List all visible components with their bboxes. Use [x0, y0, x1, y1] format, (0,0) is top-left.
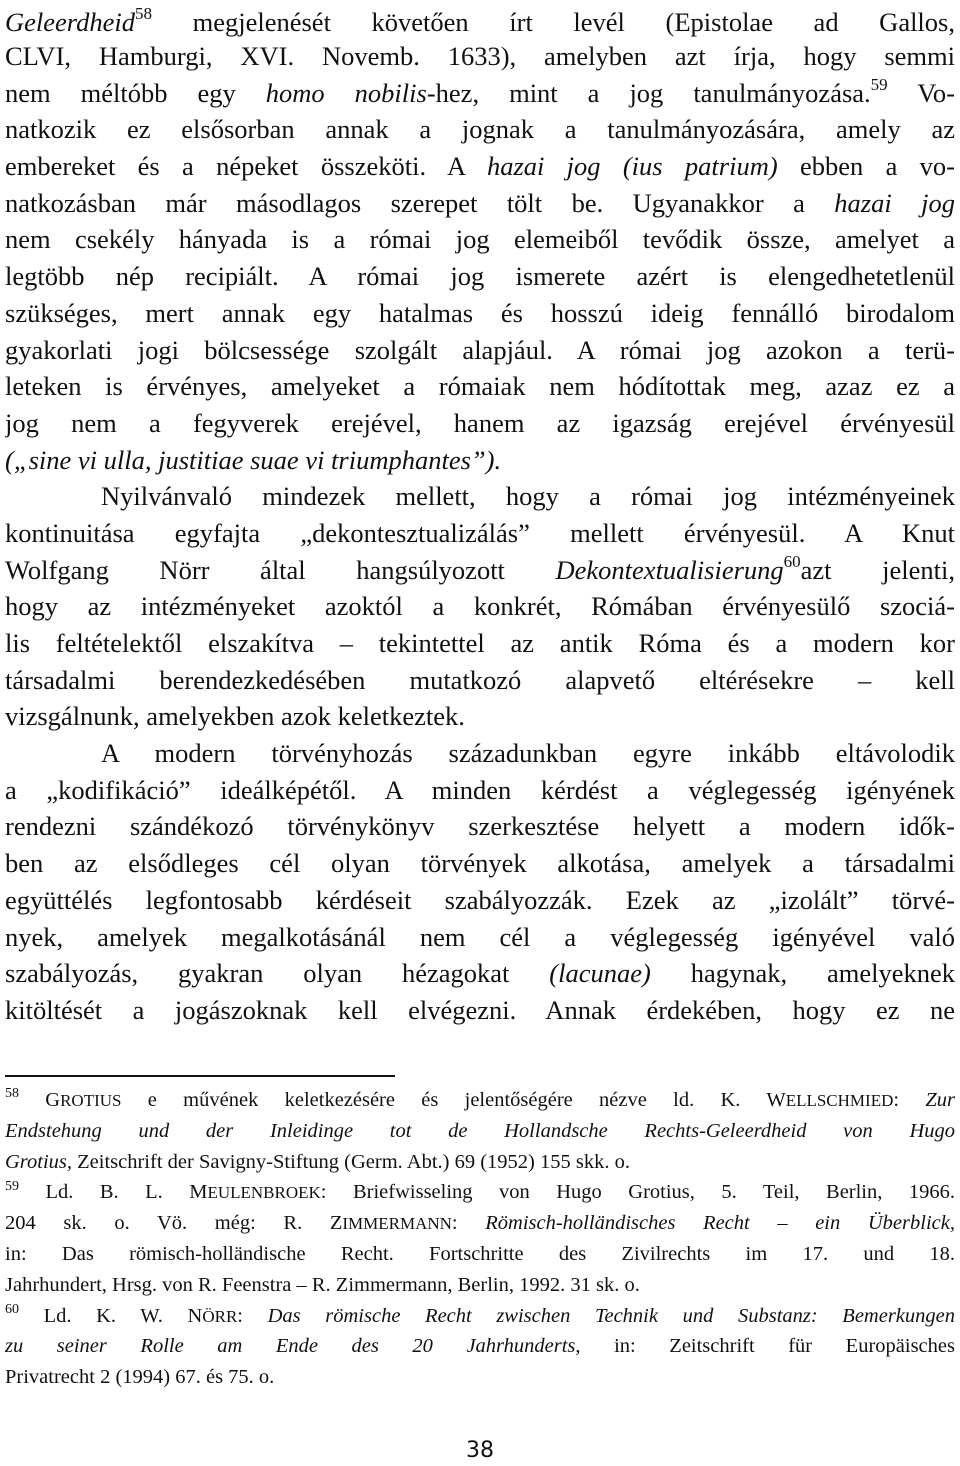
text-line: natkozik ez elsősorban annak a jognak a tanulmányozására, amely az	[5, 114, 955, 145]
text-line: szükséges, mert annak egy hatalmas és hosszú ideig fennálló birodalom	[5, 297, 955, 328]
text-line: társadalmi berendezkedésében mutatkozó alapvető eltérésekre – kell	[5, 664, 955, 695]
footnote-58: $^{58}$ GROTIUS e művének keletkezésére és jelentőségére nézve ld. K. WELLSCHMIED: Zur	[5, 1086, 955, 1111]
main-text	[5, 0, 955, 1029]
footnote-line: Jahrhundert, Hrsg. von R. Feenstra – R. Zimmermann, Berlin, 1992. 31 sk. o.	[5, 1273, 640, 1296]
footnote-60: $^{60}$ Ld. K. W. NÖRR: Das römische Recht zwischen Technik und Substanz: Bemerkungen	[5, 1301, 955, 1327]
text-line: nem csekély hányada is a római jog elemeiből tevődik össze, amelyet a	[5, 224, 955, 255]
italic-term: Geleerdheid	[5, 7, 135, 37]
italic-term: hazai jog (ius patrium)	[486, 151, 778, 182]
text-line: nyek, amelyek megalkotásánál nem cél a véglegesség igényével való	[5, 921, 955, 952]
text-line: együttélés legfontosabb kérdéseit szabályozzák. Ezek az „izolált” törvé-	[5, 884, 955, 915]
footnote-ref[interactable]: 60	[783, 551, 801, 571]
italic-term: Dekontextualisierung	[555, 554, 784, 585]
italic-term: homo nobilis	[265, 77, 427, 108]
italic-term: (lacunae)	[549, 958, 651, 989]
footnote-line: Privatrecht 2 (1994) 67. és 75. o.	[5, 1366, 275, 1389]
text-line: ben az elsődleges cél olyan törvények alkotása, amelyek a társadalmi	[5, 848, 955, 879]
footnote-number: 59	[5, 1178, 19, 1194]
footnote-line: zu seiner Rolle am Ende des 20 Jahrhunderts, in: Zeitschrift für Europäisches	[5, 1335, 955, 1358]
footnote-ref[interactable]: 58	[135, 4, 152, 24]
text-line: jog nem a fegyverek erejével, hanem az igazság erejével érvényesül	[5, 407, 955, 438]
text-line: Wolfgang Nörr által hangsúlyozott Dekontextualisierung$^{60}$azt jelenti,	[5, 551, 955, 585]
footnote-number: 58	[5, 1086, 19, 1102]
footnote-number: 60	[5, 1301, 19, 1317]
footnote-line: 204 sk. o. Vö. még: R. ZIMMERMANN: Römisch-holländisches Recht – ein Überblick,	[5, 1212, 955, 1235]
paragraph-start: A modern törvényhozás századunkban egyre inkább eltávolodik	[101, 738, 955, 769]
text-line: a „kodifikáció” ideálképétől. A minden kérdést a véglegesség igényének	[5, 774, 955, 805]
italic-quote: („sine vi ulla, justitiae suae vi triumphantes”).	[5, 444, 502, 475]
text-line: lis feltételektől elszakítva – tekintettel az antik Róma és a modern kor	[5, 628, 955, 658]
page-number: 38	[466, 1438, 494, 1463]
text-line: szabályozás, gyakran olyan hézagokat (lacunae) hagynak, amelyeknek	[5, 958, 955, 989]
text-line: Geleerdheid$^{58}$ megjelenését követően írt levél (Epistolae ad Gallos,	[5, 4, 955, 37]
text-line: vizsgálnunk, amelyekben azok keletkeztek.	[5, 701, 465, 732]
text-line: kontinuitása egyfajta „dekontesztualizálás” mellett érvényesül. A Knut	[5, 517, 955, 548]
text-line: hogy az intézményeket azoktól a konkrét, Rómában érvényesülő szociá-	[5, 591, 955, 622]
text-line: legtöbb nép recipiált. A római jog ismerete azért is elengedhetetlenül	[5, 261, 955, 292]
footnote-line: Endstehung und der Inleidinge tot de Hollandsche Rechts-Geleerdheid von Hugo	[5, 1119, 955, 1142]
paragraph-start: Nyilvánvaló mindezek mellett, hogy a római jog intézményeinek	[101, 481, 955, 512]
italic-term: hazai jog	[834, 187, 955, 218]
text-line: gyakorlati jogi bölcsessége szolgált alapjául. A római jog azokon a terü-	[5, 334, 955, 365]
footnotes	[5, 1085, 955, 1393]
text-line: leteken is érvényes, amelyeket a rómaiak nem hódítottak meg, azaz ez a	[5, 371, 955, 402]
text-line: nem méltóbb egy homo nobilis-hez, mint a jog tanulmányozása.$^{59}$ Vo-	[5, 74, 955, 108]
text-line: embereket és a népeket összeköti. A hazai jog (ius patrium) ebben a vo-	[5, 151, 955, 182]
text-line: rendezni szándékozó törvénykönyv szerkesztése helyett a modern idők-	[5, 811, 955, 842]
footnote-59: $^{59}$ Ld. B. L. MEULENBROEK: Briefwisseling von Hugo Grotius, 5. Teil, Berlin, 1966.	[5, 1178, 955, 1204]
text-line: CLVI, Hamburgi, XVI. Novemb. 1633), amelyben azt írja, hogy semmi	[5, 41, 955, 71]
text-line: kitöltését a jogászoknak kell elvégezni. Annak érdekében, hogy ez ne	[5, 994, 955, 1025]
footnote-line: in: Das römisch-holländische Recht. Fortschritte des Zivilrechts im 17. und 18.	[5, 1242, 955, 1265]
footnote-separator	[5, 1075, 395, 1077]
footnote-ref[interactable]: 59	[870, 74, 888, 94]
footnote-line: Grotius, Zeitschrift der Savigny-Stiftung (Germ. Abt.) 69 (1952) 155 skk. o.	[5, 1150, 630, 1173]
text-line: natkozásban már másodlagos szerepet tölt be. Ugyanakkor a hazai jog	[5, 187, 955, 218]
text-line	[5, 442, 955, 479]
